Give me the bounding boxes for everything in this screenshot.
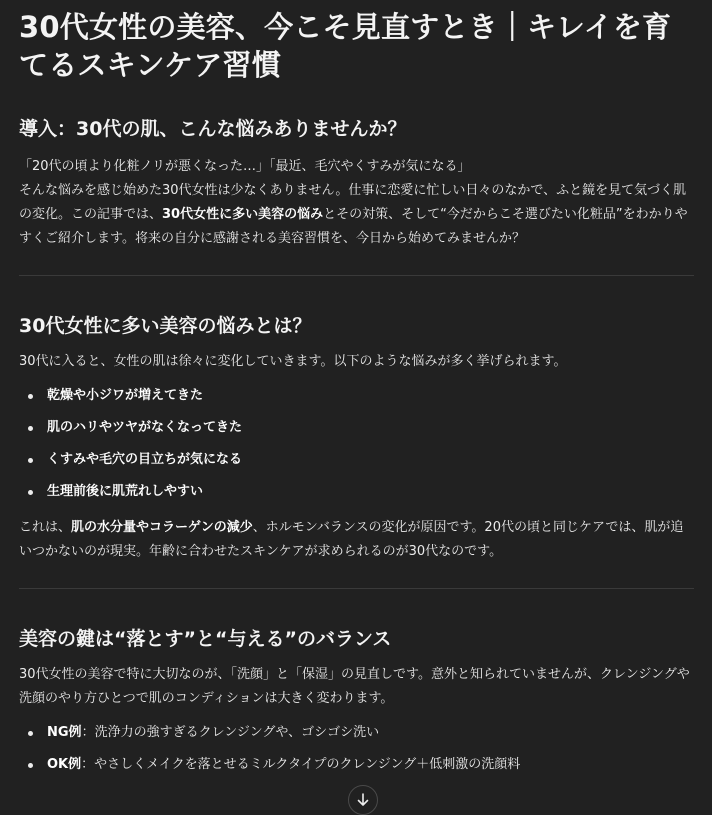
bullet-icon [28,490,33,495]
section-heading-balance: 美容の鍵は“落とす”と“与える”のバランス [19,628,392,650]
list-item: 生理前後に肌荒れしやすい [19,476,694,508]
worries-emphasis: 肌の水分量やコラーゲンの減少 [71,520,253,535]
bullet-icon [28,731,33,736]
balance-paragraph: 30代女性の美容で特に大切なのが、「洗顔」と「保湿」の見直しです。意外と知られていませんが、クレンジングや洗顔のやり方ひとつで肌のコンディションは大きく変わります。 [19,667,690,706]
list-item-ng: NG例：洗浄力の強すぎるクレンジングや、ゴシゴシ洗い [19,717,694,749]
bullet-icon [28,426,33,431]
worries-lead: 30代に入ると、女性の肌は徐々に変化していきます。以下のような悩みが多く挙げられます。 [19,354,567,369]
intro-quote-line: 「20代の頃より化粧ノリが悪くなった…」「最近、毛穴やくすみが気になる」 [19,159,471,174]
arrow-down-icon [356,793,370,807]
article-title: 30代女性の美容、今こそ見直すとき｜キレイを育てるスキンケア習慣 [19,10,672,82]
section-heading-intro: 導入：30代の肌、こんな悩みありませんか？ [19,118,407,140]
balance-examples-list [19,717,694,781]
bullet-icon [28,763,33,768]
list-item-ok: OK例：やさしくメイクを落とせるミルクタイプのクレンジング＋低刺激の洗顔料 [19,749,694,781]
intro-paragraph: 「20代の頃より化粧ノリが悪くなった…」「最近、毛穴やくすみが気になる」 そんな悩みを感じ始めた30代女性は少なくありません。仕事に恋愛に忙しい日々のなかで、ふと鏡を見て気づく肌の変化。この記事では、30代女性に多い美容の悩みとその対策、そして“今だからこそ選びたい化粧品”をわかりやすくご紹介します。将来の自分に感謝される美容習慣を、今日から始めてみませんか？ [19,159,688,246]
section-heading-worries: 30代女性に多い美容の悩みとは？ [19,315,312,337]
worries-list [19,380,694,508]
section-divider [19,588,694,589]
list-item: 肌のハリやツヤがなくなってきた [19,412,694,444]
bullet-icon [28,394,33,399]
list-item: 乾燥や小ジワが増えてきた [19,380,694,412]
intro-emphasis: 30代女性に多い美容の悩み [162,207,324,222]
list-item: くすみや毛穴の目立ちが気になる [19,444,694,476]
worries-explanation: これは、肌の水分量やコラーゲンの減少、ホルモンバランスの変化が原因です。20代の頃と同じケアでは、肌が追いつかないのが現実。年齢に合わせたスキンケアが求められるのが30代なのです。 [19,520,684,559]
section-divider [19,275,694,276]
scroll-to-bottom-button[interactable] [348,785,378,815]
bullet-icon [28,458,33,463]
